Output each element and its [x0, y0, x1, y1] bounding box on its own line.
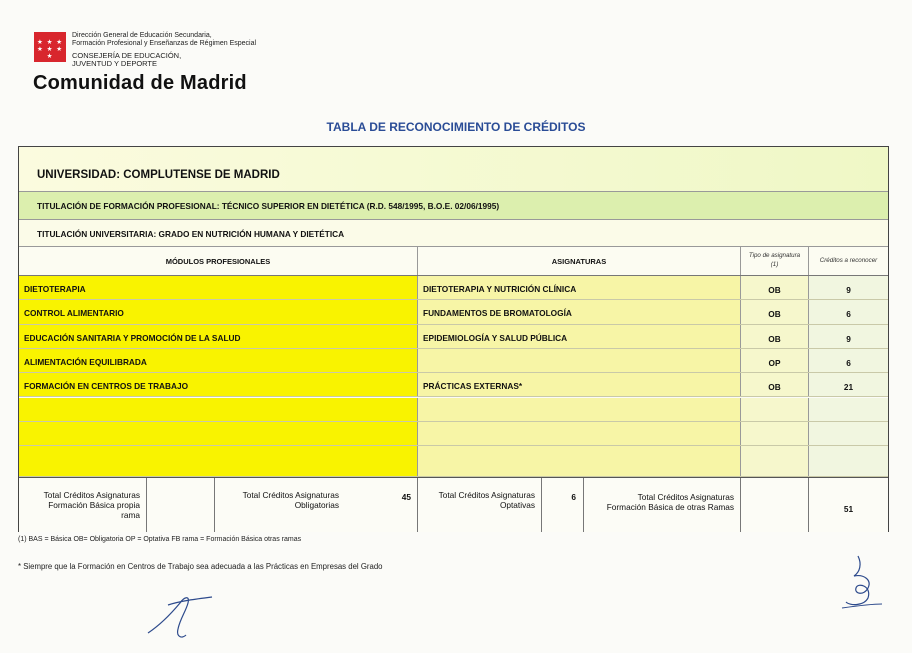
grand-total-value: 51	[843, 504, 854, 514]
signature-right-icon	[838, 552, 888, 614]
header-type	[741, 247, 809, 275]
table-header	[19, 247, 888, 276]
subject-cell	[418, 276, 741, 299]
total-opt-label	[439, 490, 535, 510]
total-opt-label-l2: Optativas	[499, 500, 535, 510]
total-oblig-cell	[215, 478, 418, 532]
header-modules-label: MÓDULOS PROFESIONALES	[165, 257, 271, 266]
total-other-label-cell	[584, 478, 741, 532]
credits-cell	[809, 349, 888, 372]
council-line-2: JUVENTUD Y DEPORTE	[72, 59, 158, 68]
credits-cell	[809, 325, 888, 348]
header-type-note: (1)	[770, 261, 779, 268]
total-opt-value: 6	[571, 492, 576, 502]
table-row	[19, 300, 888, 324]
table-row	[19, 398, 888, 422]
module-name: CONTROL ALIMENTARIO	[24, 308, 124, 319]
total-opt-label-l1: Total Créditos Asignaturas	[438, 490, 535, 500]
module-name: EDUCACIÓN SANITARIA Y PROMOCIÓN DE LA SALUD	[24, 332, 241, 343]
module-cell	[19, 446, 418, 476]
subject-cell	[418, 349, 741, 372]
credits-value: 6	[846, 309, 851, 320]
university-label: UNIVERSIDAD: COMPLUTENSE DE MADRID	[37, 169, 280, 181]
fp-title-row	[19, 192, 888, 220]
totals-row	[19, 477, 888, 532]
university-degree-label: TITULACIÓN UNIVERSITARIA: GRADO EN NUTRICIÓN HUMANA Y DIETÉTICA	[37, 229, 345, 239]
module-name: DIETOTERAPIA	[24, 284, 86, 294]
total-other-label-l2: Formación Básica de otras Ramas	[606, 502, 734, 512]
module-name: FORMACIÓN EN CENTROS DE TRABAJO	[24, 381, 189, 392]
subject-cell	[418, 300, 741, 323]
university-degree-row	[19, 220, 888, 247]
total-basic-value-cell	[147, 478, 215, 532]
total-oblig-label-l2: Obligatorias	[294, 500, 339, 510]
credits-cell	[809, 373, 888, 396]
madrid-flag-icon: ★ ★ ★ ★ ★ ★ ★	[34, 32, 66, 62]
table-row	[19, 446, 888, 477]
directorate-text	[72, 32, 256, 48]
header-modules	[19, 247, 418, 275]
directorate-line-2: Formación Profesional y Enseñanzas de Régimen Especial	[72, 40, 257, 47]
subject-type: OB	[768, 333, 781, 344]
module-cell	[19, 300, 418, 323]
total-opt-value-cell	[542, 478, 584, 532]
subject-type: OB	[768, 309, 781, 320]
type-cell	[741, 349, 809, 372]
table-row	[19, 325, 888, 349]
credits-cell	[809, 276, 888, 299]
header-credits	[809, 247, 888, 275]
module-cell	[19, 373, 418, 396]
subject-name: EPIDEMIOLOGÍA Y SALUD PÚBLICA	[423, 332, 568, 343]
total-basic-label-l3: rama	[121, 510, 140, 520]
subject-name: FUNDAMENTOS DE BROMATOLOGÍA	[423, 308, 572, 319]
type-cell	[741, 325, 809, 348]
total-other-label	[607, 492, 734, 512]
credits-value: 6	[846, 357, 851, 368]
council-line-1: CONSEJERÍA DE EDUCACIÓN,	[72, 51, 182, 60]
total-oblig-value: 45	[401, 492, 411, 502]
subject-cell	[418, 373, 741, 396]
table-row	[19, 349, 888, 373]
module-name: ALIMENTACIÓN EQUILIBRADA	[24, 356, 147, 367]
header-credits-label: Créditos a reconocer	[819, 257, 878, 264]
type-cell	[741, 398, 809, 421]
subject-cell	[418, 398, 741, 421]
total-oblig-label	[215, 490, 339, 510]
module-cell	[19, 398, 418, 421]
type-cell	[741, 446, 809, 476]
table-row	[19, 276, 888, 300]
subject-cell	[418, 422, 741, 445]
brand-name: Comunidad de Madrid	[33, 72, 247, 94]
signature-left-icon	[140, 585, 220, 645]
type-cell	[741, 300, 809, 323]
subject-type: OB	[768, 285, 781, 295]
university-row	[19, 147, 888, 192]
credits-cell	[809, 398, 888, 421]
credits-value: 21	[843, 382, 854, 393]
subject-cell	[418, 446, 741, 476]
total-opt-label-cell	[418, 478, 542, 532]
subject-name: PRÁCTICAS EXTERNAS*	[423, 381, 523, 392]
subject-cell	[418, 325, 741, 348]
credits-value: 9	[846, 333, 851, 344]
footnote: * Siempre que la Formación en Centros de Trabajo sea adecuada a las Prácticas en Empresas del Grado	[18, 562, 383, 571]
total-other-value-cell	[741, 478, 809, 532]
module-cell	[19, 276, 418, 299]
total-oblig-label-l1: Total Créditos Asignaturas	[242, 490, 339, 500]
credits-cell	[809, 446, 888, 476]
council-text	[72, 52, 181, 68]
grand-total-cell	[809, 478, 888, 532]
type-legend: (1) BAS = Básica OB= Obligatoria OP = Optativa FB rama = Formación Básica otras ramas	[18, 536, 302, 543]
total-basic-label-l2: Formación Básica propia	[48, 500, 140, 510]
header-subjects	[418, 247, 741, 275]
total-other-label-l1: Total Créditos Asignaturas	[637, 492, 734, 502]
type-cell	[741, 422, 809, 445]
credits-table	[18, 146, 889, 532]
total-basic-label-cell	[19, 478, 147, 532]
header-subjects-label: ASIGNATURAS	[551, 257, 607, 266]
subject-name: DIETOTERAPIA Y NUTRICIÓN CLÍNICA	[423, 284, 577, 294]
type-cell	[741, 276, 809, 299]
module-cell	[19, 325, 418, 348]
credits-cell	[809, 300, 888, 323]
directorate-line-1: Dirección General de Educación Secundaria,	[72, 32, 212, 39]
subject-type: OP	[768, 357, 781, 368]
fp-title-label: TITULACIÓN DE FORMACIÓN PROFESIONAL: TÉCNICO SUPERIOR EN DIETÉTICA (R.D. 548/1995, B.O.E. 02/06/1995)	[37, 201, 500, 211]
module-cell	[19, 349, 418, 372]
type-cell	[741, 373, 809, 396]
module-cell	[19, 422, 418, 445]
total-basic-label-l1: Total Créditos Asignaturas	[43, 490, 140, 500]
table-row	[19, 422, 888, 446]
total-basic-label	[44, 490, 140, 520]
document-title: TABLA DE RECONOCIMIENTO DE CRÉDITOS	[326, 120, 586, 134]
header-type-label: Tipo de asignatura	[748, 252, 801, 259]
credits-value: 9	[846, 285, 851, 295]
table-row	[19, 373, 888, 397]
credits-cell	[809, 422, 888, 445]
subject-type: OB	[768, 382, 781, 393]
